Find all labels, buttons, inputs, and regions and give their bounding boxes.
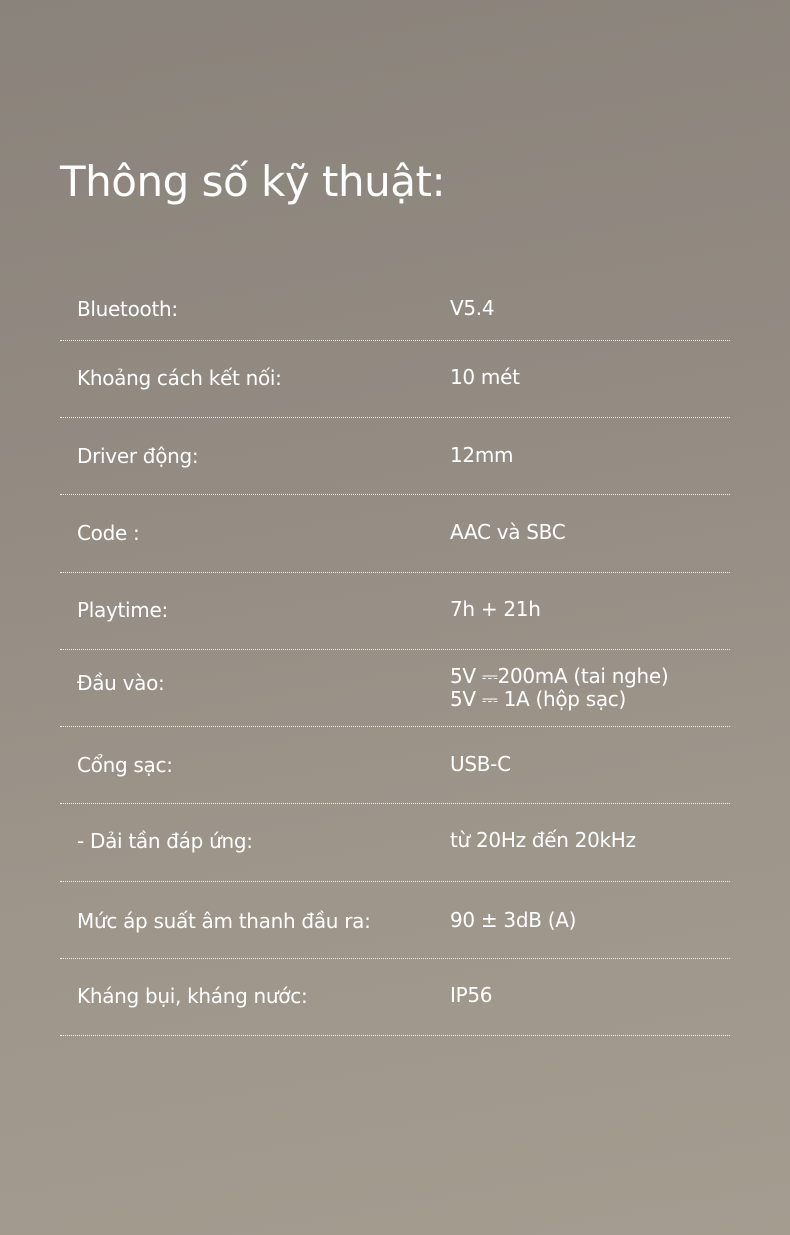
spec-label: Playtime: bbox=[77, 598, 168, 622]
page-title: Thông số kỹ thuật: bbox=[60, 157, 446, 206]
spec-label: Đầu vào: bbox=[77, 671, 165, 695]
spec-value-line: 90 ± 3dB (A) bbox=[450, 908, 577, 932]
spec-row-frequency bbox=[60, 804, 730, 882]
spec-row-input bbox=[60, 650, 730, 727]
spec-row-ip-rating bbox=[60, 959, 730, 1036]
spec-value-line: USB-C bbox=[450, 752, 511, 776]
spec-value bbox=[450, 366, 520, 389]
spec-value bbox=[450, 521, 565, 544]
spec-value bbox=[450, 984, 492, 1007]
spec-value bbox=[450, 598, 541, 621]
spec-row-spl bbox=[60, 882, 730, 959]
spec-row-bluetooth bbox=[60, 263, 730, 341]
spec-label: Khoảng cách kết nối: bbox=[77, 366, 282, 390]
spec-value-line: 7h + 21h bbox=[450, 597, 541, 621]
spec-row-range bbox=[60, 341, 730, 418]
spec-row-codec bbox=[60, 495, 730, 573]
spec-row-playtime bbox=[60, 573, 730, 650]
spec-table bbox=[60, 263, 730, 1036]
spec-value bbox=[450, 297, 494, 320]
spec-value-line: 10 mét bbox=[450, 365, 520, 389]
spec-value bbox=[450, 665, 668, 711]
spec-value-line: AAC và SBC bbox=[450, 520, 566, 544]
spec-value-line: IP56 bbox=[450, 983, 493, 1007]
spec-label: Bluetooth: bbox=[77, 297, 178, 321]
spec-label: - Dải tần đáp ứng: bbox=[77, 829, 253, 853]
spec-value-line: V5.4 bbox=[450, 296, 495, 320]
spec-label: Code : bbox=[77, 521, 140, 545]
spec-row-driver bbox=[60, 418, 730, 495]
spec-value-line: 5V ⎓200mA (tai nghe) bbox=[450, 664, 669, 688]
spec-value bbox=[450, 909, 576, 932]
spec-row-port bbox=[60, 727, 730, 804]
spec-label: Kháng bụi, kháng nước: bbox=[77, 984, 308, 1008]
spec-value bbox=[450, 829, 636, 852]
spec-label: Mức áp suất âm thanh đầu ra: bbox=[77, 909, 371, 933]
spec-label: Driver động: bbox=[77, 444, 199, 468]
spec-value-line: từ 20Hz đến 20kHz bbox=[450, 828, 636, 852]
spec-value-line: 12mm bbox=[450, 443, 514, 467]
spec-value bbox=[450, 444, 513, 467]
spec-value bbox=[450, 753, 511, 776]
spec-value-line: 5V ⎓ 1A (hộp sạc) bbox=[450, 687, 626, 711]
spec-label: Cổng sạc: bbox=[77, 753, 173, 777]
